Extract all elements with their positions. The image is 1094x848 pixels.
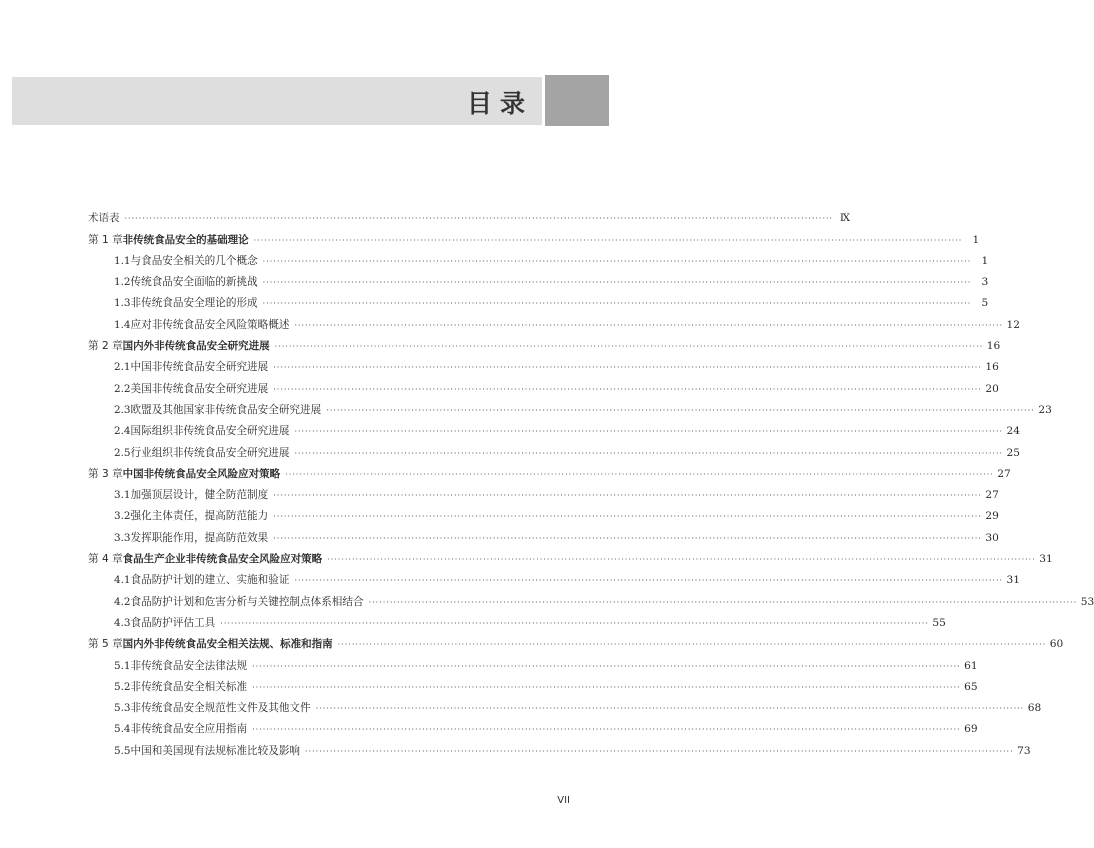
toc-entry-page: 20 xyxy=(985,382,999,395)
dot-leader: ········································································································································································································ xyxy=(337,640,1047,650)
toc-entry-page: 16 xyxy=(986,340,1001,353)
dot-leader: ········································································································································································································ xyxy=(252,682,961,692)
dot-leader: ········································································································································································································ xyxy=(253,235,963,245)
toc-glossary-row[interactable] xyxy=(88,204,851,225)
toc-entry-page: 16 xyxy=(985,361,999,374)
dot-leader: ········································································································································································································ xyxy=(274,342,984,352)
toc-entry-number: 5.4 xyxy=(114,723,131,736)
toc-section-row[interactable] xyxy=(88,396,1052,417)
toc-entry-page: 12 xyxy=(1006,318,1021,331)
toc-section-row[interactable] xyxy=(88,438,1021,459)
toc-entry-title: 非传统食品安全理论的形成 xyxy=(130,297,258,310)
dot-leader: ········································································································································································································ xyxy=(252,725,961,735)
toc-entry-number: 第 4 章 xyxy=(88,553,123,566)
toc-section-row[interactable] xyxy=(88,566,1021,587)
toc-entry-number: 2.2 xyxy=(114,382,131,395)
toc-entry-number: 3.3 xyxy=(114,531,131,544)
toc-entry-page: 65 xyxy=(964,680,978,693)
toc-entry-number: 第 5 章 xyxy=(88,638,123,651)
toc-entry-title: 食品防护评估工具 xyxy=(130,616,216,629)
toc-section-row[interactable] xyxy=(88,481,999,502)
dot-leader: ········································································································································································································ xyxy=(294,320,1004,330)
toc-entry-title: 加强顶层设计，健全防范制度 xyxy=(130,489,269,502)
toc-entry-page: 31 xyxy=(1006,574,1021,587)
toc-entry-title: 国际组织非传统食品安全研究进展 xyxy=(130,425,290,438)
dot-leader: ········································································································································································································ xyxy=(327,555,1036,565)
toc-entry-title: 中国非传统食品安全风险应对策略 xyxy=(122,467,281,480)
dot-leader: ········································································································································································································ xyxy=(252,661,961,671)
toc-entry-number: 第 3 章 xyxy=(88,467,123,480)
toc-entry-number: 第 2 章 xyxy=(88,340,123,353)
toc-entry-title: 国内外非传统食品安全研究进展 xyxy=(122,340,270,353)
toc-entry-number: 5.3 xyxy=(114,702,131,715)
title-tab-marker xyxy=(545,75,609,126)
toc-section-row[interactable] xyxy=(88,651,978,672)
toc-entry-title: 非传统食品安全的基础理论 xyxy=(122,233,249,246)
toc-chapter-row[interactable] xyxy=(88,460,1011,481)
toc-entry-title: 中国非传统食品安全研究进展 xyxy=(130,361,269,374)
toc-glossary-page: Ⅸ xyxy=(839,212,851,225)
dot-leader: ········································································································································································································ xyxy=(262,256,972,266)
toc-entry-title: 与食品安全相关的几个概念 xyxy=(130,254,258,267)
toc-chapter-row[interactable] xyxy=(88,630,1064,651)
toc-entry-number: 2.4 xyxy=(114,425,131,438)
toc-section-row[interactable] xyxy=(88,268,989,289)
dot-leader: ········································································································································································································ xyxy=(220,618,929,628)
toc-entry-number: 5.1 xyxy=(114,659,131,672)
toc-entry-title: 非传统食品安全法律法规 xyxy=(130,659,248,672)
toc-entry-number: 4.2 xyxy=(114,595,131,608)
toc-entry-title: 食品生产企业非传统食品安全风险应对策略 xyxy=(122,553,323,566)
dot-leader: ········································································································································································································ xyxy=(294,427,1004,437)
toc-section-row[interactable] xyxy=(88,310,1021,331)
page-title: 目录 xyxy=(466,89,533,118)
dot-leader: ········································································································································································································ xyxy=(315,704,1025,714)
toc-entry-title: 国内外非传统食品安全相关法规、标准和指南 xyxy=(122,638,333,651)
toc-section-row[interactable] xyxy=(88,736,1031,757)
dot-leader: ········································································································································································································ xyxy=(124,214,834,224)
toc-entry-page: 5 xyxy=(981,297,989,310)
toc-entry-number: 3.1 xyxy=(114,489,131,502)
toc-entry-page: 69 xyxy=(964,723,978,736)
toc-entry-page: 60 xyxy=(1049,638,1064,651)
dot-leader: ········································································································································································································ xyxy=(285,469,994,479)
dot-leader: ········································································································································································································ xyxy=(305,746,1014,756)
toc-entry-number: 1.3 xyxy=(114,297,131,310)
dot-leader: ········································································································································································································ xyxy=(273,533,982,543)
toc-entry-title: 中国和美国现有法规标准比较及影响 xyxy=(130,744,301,757)
toc-entry-number: 1.1 xyxy=(114,254,131,267)
toc-section-row[interactable] xyxy=(88,502,999,523)
dot-leader: ········································································································································································································ xyxy=(273,491,982,501)
toc-section-row[interactable] xyxy=(88,289,989,310)
table-of-contents xyxy=(88,204,1094,758)
toc-entry-title: 美国非传统食品安全研究进展 xyxy=(130,382,269,395)
toc-section-row[interactable] xyxy=(88,587,1094,608)
toc-entry-number: 2.1 xyxy=(114,361,131,374)
toc-glossary-label: 术语表 xyxy=(88,212,120,225)
toc-section-row[interactable] xyxy=(88,673,978,694)
toc-section-row[interactable] xyxy=(88,417,1021,438)
toc-entry-page: 30 xyxy=(985,531,999,544)
toc-section-row[interactable] xyxy=(88,694,1042,715)
toc-entry-title: 发挥职能作用，提高防范效果 xyxy=(130,531,269,544)
dot-leader: ········································································································································································································ xyxy=(326,405,1035,415)
toc-section-row[interactable] xyxy=(88,609,946,630)
dot-leader: ········································································································································································································ xyxy=(262,278,972,288)
toc-section-row[interactable] xyxy=(88,715,978,736)
toc-entry-page: 53 xyxy=(1080,595,1094,608)
dot-leader: ········································································································································································································ xyxy=(273,512,982,522)
toc-entry-page: 24 xyxy=(1006,425,1021,438)
toc-entry-title: 行业组织非传统食品安全研究进展 xyxy=(130,446,290,459)
dot-leader: ········································································································································································································ xyxy=(273,363,982,373)
toc-entry-number: 2.3 xyxy=(114,403,131,416)
toc-section-row[interactable] xyxy=(88,374,999,395)
toc-entry-title: 食品防护计划和危害分析与关键控制点体系相结合 xyxy=(130,595,364,608)
toc-entry-title: 应对非传统食品安全风险策略概述 xyxy=(130,318,290,331)
dot-leader: ········································································································································································································ xyxy=(294,448,1004,458)
toc-entry-page: 31 xyxy=(1039,553,1053,566)
toc-chapter-row[interactable] xyxy=(88,332,1001,353)
toc-entry-page: 27 xyxy=(997,467,1011,480)
toc-entry-number: 4.1 xyxy=(114,574,131,587)
toc-section-row[interactable] xyxy=(88,353,999,374)
toc-entry-title: 传统食品安全面临的新挑战 xyxy=(130,276,258,289)
toc-entry-title: 非传统食品安全相关标准 xyxy=(130,680,248,693)
toc-section-row[interactable] xyxy=(88,523,999,544)
toc-entry-page: 73 xyxy=(1017,744,1031,757)
toc-entry-page: 1 xyxy=(981,254,989,267)
toc-entry-number: 1.2 xyxy=(114,276,131,289)
toc-entry-title: 强化主体责任，提高防范能力 xyxy=(130,510,269,523)
toc-entry-number: 3.2 xyxy=(114,510,131,523)
toc-entry-page: 55 xyxy=(932,616,946,629)
toc-entry-page: 68 xyxy=(1027,702,1042,715)
toc-entry-title: 食品防护计划的建立、实施和验证 xyxy=(130,574,290,587)
toc-entry-title: 非传统食品安全应用指南 xyxy=(130,723,248,736)
toc-entry-page: 25 xyxy=(1006,446,1021,459)
toc-entry-number: 4.3 xyxy=(114,616,131,629)
dot-leader: ········································································································································································································ xyxy=(294,576,1004,586)
toc-entry-title: 非传统食品安全规范性文件及其他文件 xyxy=(130,702,311,715)
dot-leader: ········································································································································································································ xyxy=(262,299,972,309)
toc-entry-page: 61 xyxy=(964,659,978,672)
toc-entry-page: 1 xyxy=(972,233,980,246)
toc-entry-number: 1.4 xyxy=(114,318,131,331)
toc-entry-page: 27 xyxy=(985,489,999,502)
title-banner xyxy=(12,77,542,125)
toc-entry-page: 29 xyxy=(985,510,999,523)
toc-entry-number: 第 1 章 xyxy=(88,233,123,246)
page-number: VII xyxy=(557,795,570,806)
dot-leader: ········································································································································································································ xyxy=(368,597,1078,607)
toc-entry-page: 23 xyxy=(1038,403,1052,416)
toc-chapter-row[interactable] xyxy=(88,545,1053,566)
dot-leader: ········································································································································································································ xyxy=(273,384,982,394)
toc-entry-number: 5.2 xyxy=(114,680,131,693)
toc-chapter-row[interactable] xyxy=(88,225,980,246)
toc-entry-title: 欧盟及其他国家非传统食品安全研究进展 xyxy=(130,403,322,416)
toc-section-row[interactable] xyxy=(88,247,989,268)
toc-entry-number: 2.5 xyxy=(114,446,131,459)
toc-entry-number: 5.5 xyxy=(114,744,131,757)
toc-entry-page: 3 xyxy=(981,276,989,289)
